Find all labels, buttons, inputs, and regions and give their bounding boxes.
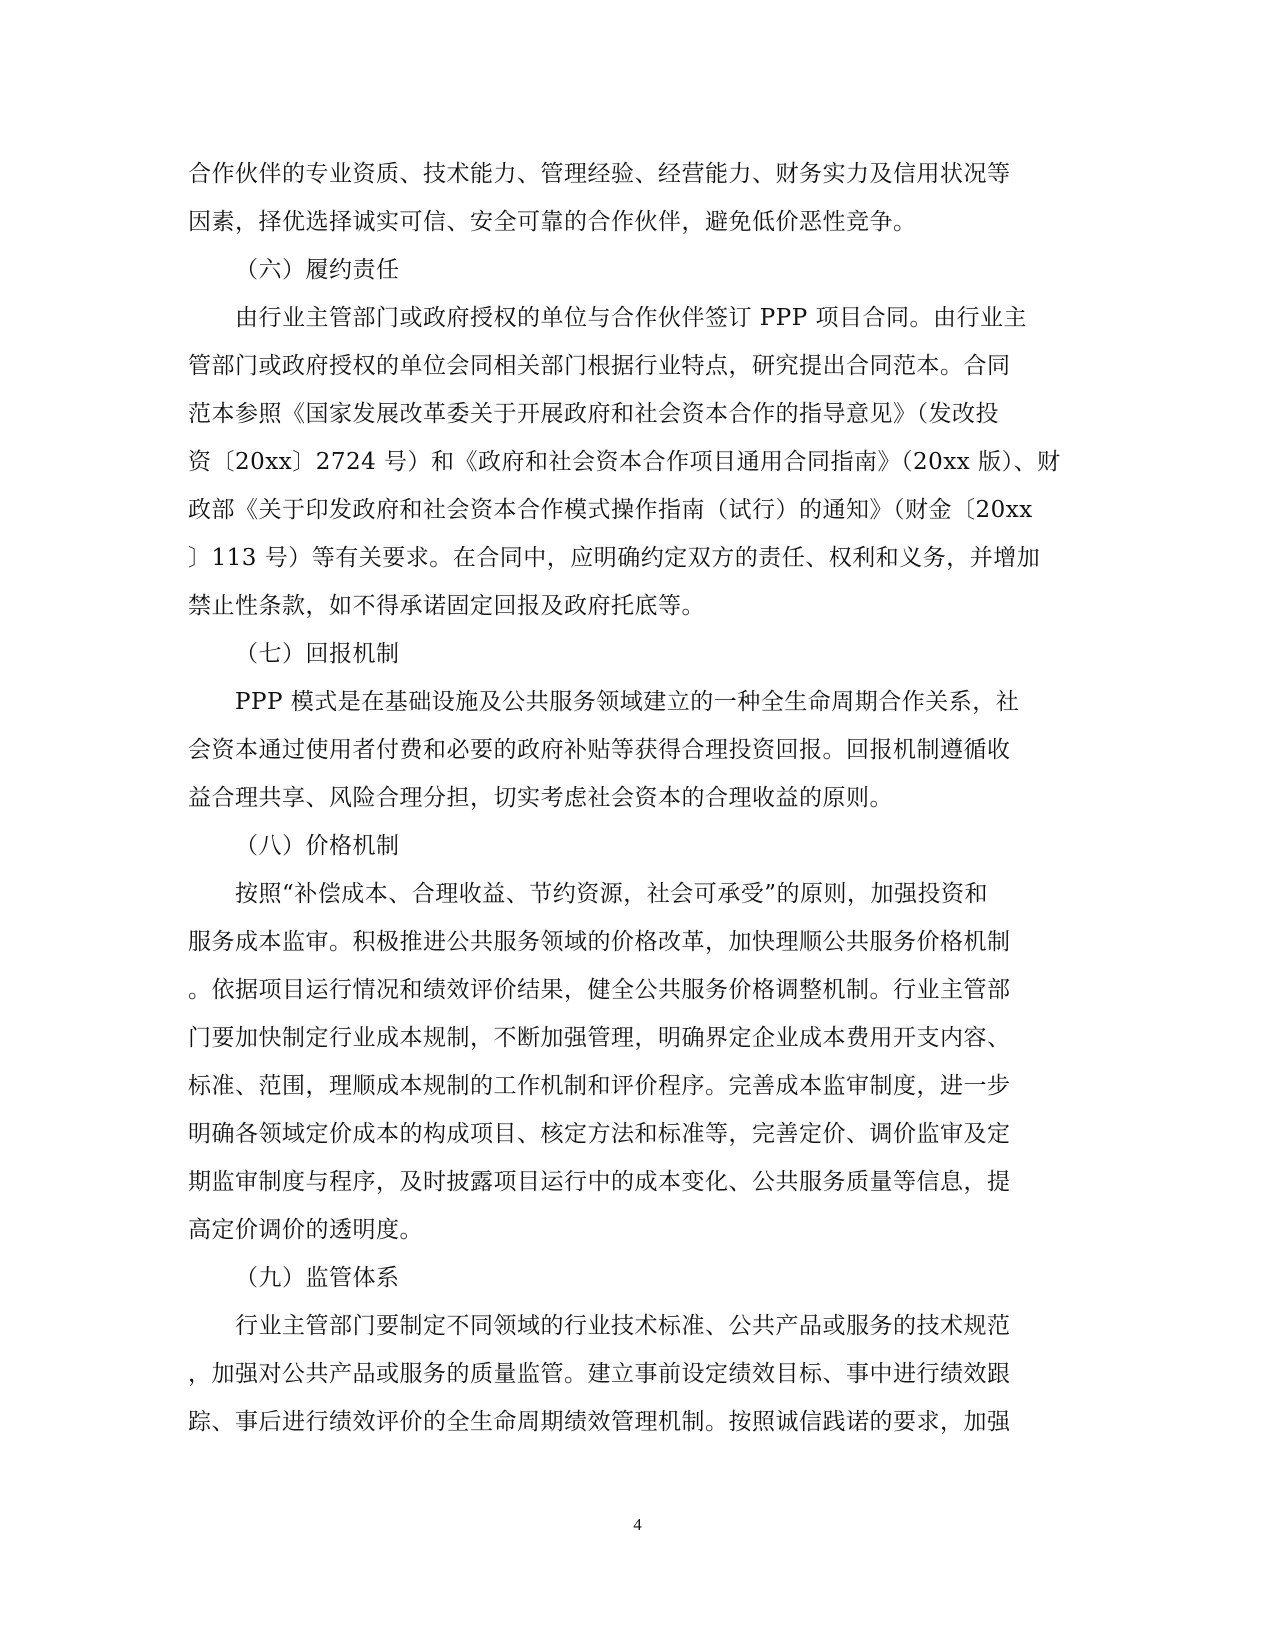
section-heading-7: （七）回报机制 <box>235 641 400 667</box>
text-line: 按照“补偿成本、合理收益、节约资源，社会可承受”的原则，加强投资和 <box>235 881 989 907</box>
text-line: 政部《关于印发政府和社会资本合作模式操作指南（试行）的通知》（财金〔20xx <box>188 497 1033 523</box>
text-line: 期监审制度与程序，及时披露项目运行中的成本变化、公共服务质量等信息，提 <box>188 1169 1011 1195</box>
section-heading-9: （九）监管体系 <box>235 1265 400 1291</box>
text-line: ，加强对公共产品或服务的质量监管。建立事前设定绩效目标、事中进行绩效跟 <box>188 1361 1011 1387</box>
text-line: 服务成本监审。积极推进公共服务领域的价格改革，加快理顺公共服务价格机制 <box>188 929 1011 955</box>
text-line: 因素，择优选择诚实可信、安全可靠的合作伙伴，避免低价恶性竞争。 <box>188 209 917 235</box>
text-line: 禁止性条款，如不得承诺固定回报及政府托底等。 <box>188 593 705 619</box>
text-line: 〕113 号）等有关要求。在合同中，应明确约定双方的责任、权利和义务，并增加 <box>188 545 1041 571</box>
text-line: 踪、事后进行绩效评价的全生命周期绩效管理机制。按照诚信践诺的要求，加强 <box>188 1409 1011 1435</box>
text-line: 明确各领域定价成本的构成项目、核定方法和标准等，完善定价、调价监审及定 <box>188 1121 1011 1147</box>
text-line: 范本参照《国家发展改革委关于开展政府和社会资本合作的指导意见》（发改投 <box>188 401 999 427</box>
text-line: 益合理共享、风险合理分担，切实考虑社会资本的合理收益的原则。 <box>188 785 893 811</box>
section-heading-8: （八）价格机制 <box>235 833 400 859</box>
text-line: 。依据项目运行情况和绩效评价结果，健全公共服务价格调整机制。行业主管部 <box>188 977 1011 1003</box>
text-line: PPP 模式是在基础设施及公共服务领域建立的一种全生命周期合作关系，社 <box>235 689 1020 715</box>
document-body <box>188 150 1061 1446</box>
text-line: 由行业主管部门或政府授权的单位与合作伙伴签订 PPP 项目合同。由行业主 <box>235 305 1028 331</box>
text-line: 管部门或政府授权的单位会同相关部门根据行业特点，研究提出合同范本。合同 <box>188 353 1011 379</box>
text-line: 高定价调价的透明度。 <box>188 1217 423 1243</box>
text-line: 会资本通过使用者付费和必要的政府补贴等获得合理投资回报。回报机制遵循收 <box>188 737 1011 763</box>
text-line: 合作伙伴的专业资质、技术能力、管理经验、经营能力、财务实力及信用状况等 <box>188 161 1011 187</box>
page-number: 4 <box>633 1515 642 1534</box>
text-line: 资〔20xx〕2724 号）和《政府和社会资本合作项目通用合同指南》（20xx 版）、财 <box>188 449 1061 475</box>
section-heading-6: （六）履约责任 <box>235 257 400 283</box>
text-line: 行业主管部门要制定不同领域的行业技术标准、公共产品或服务的技术规范 <box>235 1313 1011 1339</box>
text-line: 标准、范围，理顺成本规制的工作机制和评价程序。完善成本监审制度，进一步 <box>188 1073 1011 1099</box>
text-line: 门要加快制定行业成本规制，不断加强管理，明确界定企业成本费用开支内容、 <box>188 1025 1011 1051</box>
